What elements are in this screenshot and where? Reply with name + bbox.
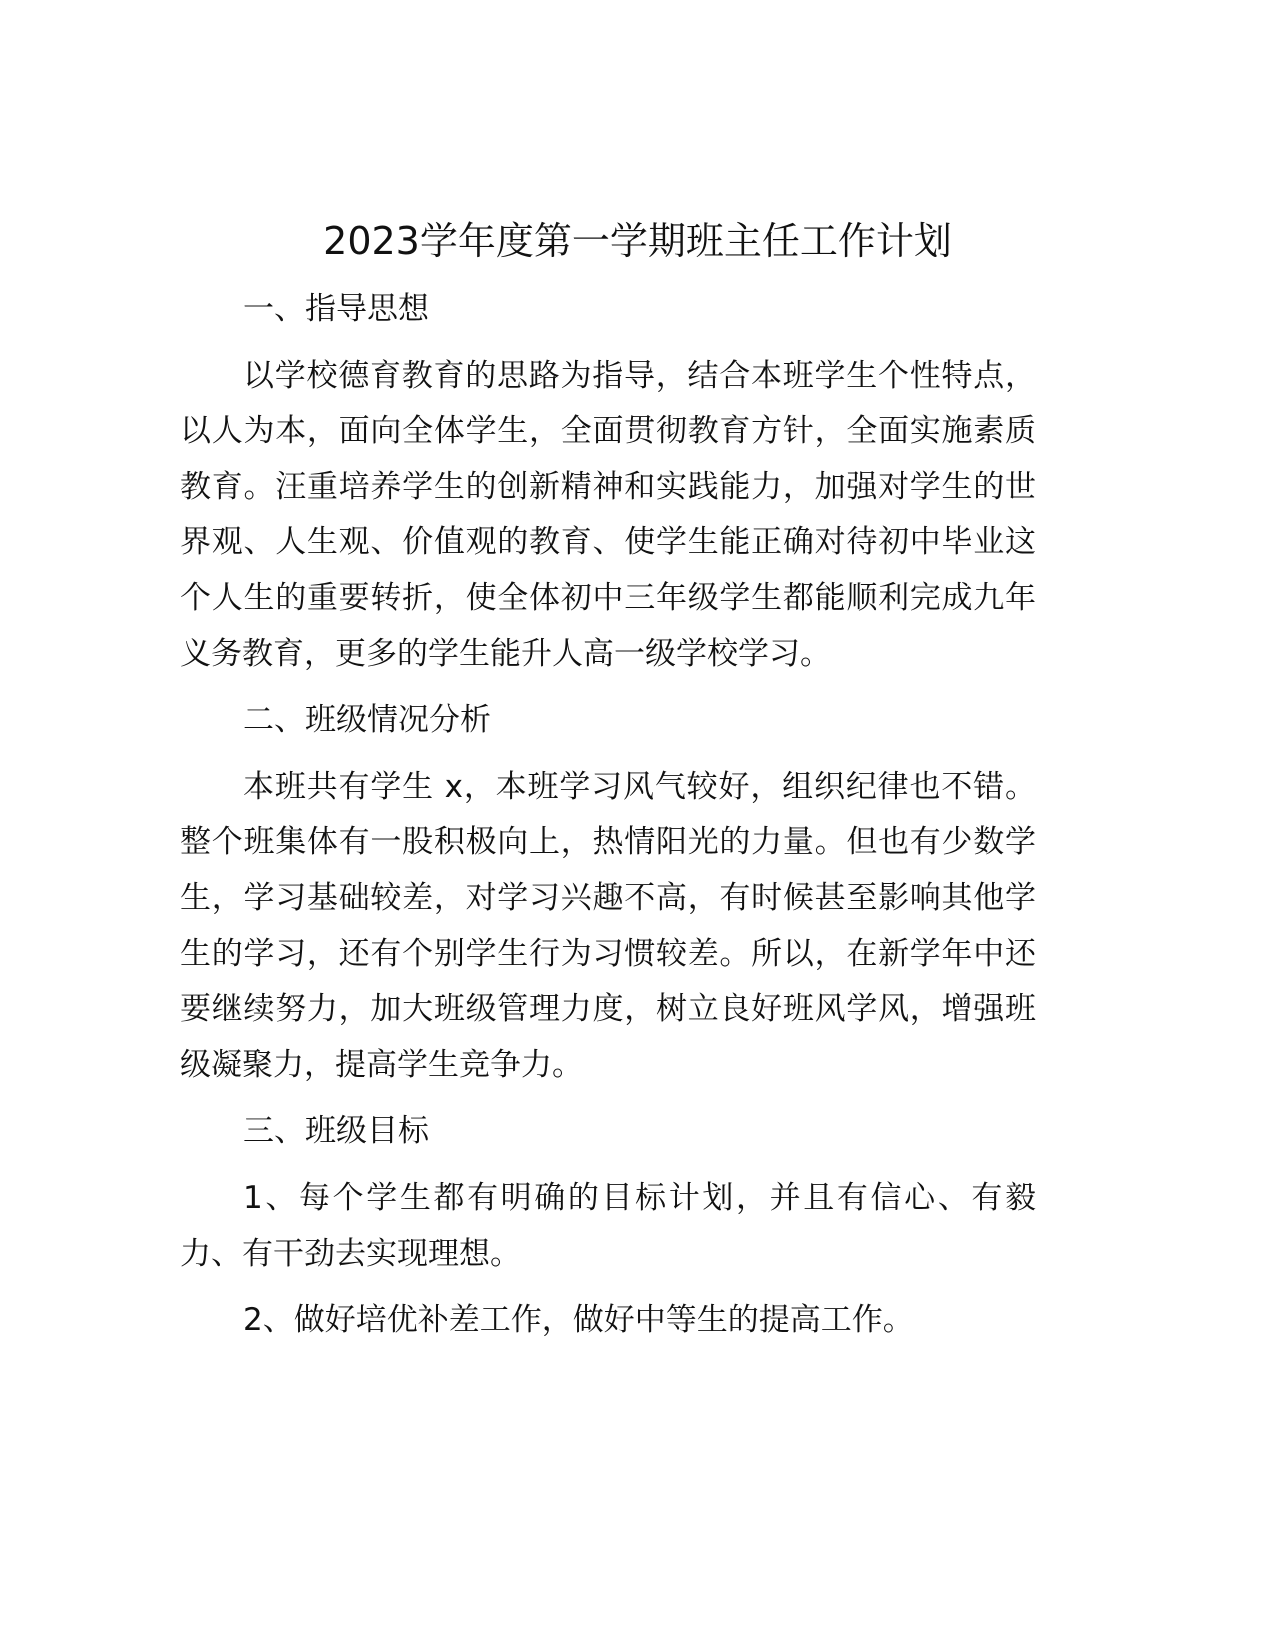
text-line: 教育。汪重培养学生的创新精神和实践能力，加强对学生的世 bbox=[180, 468, 1036, 505]
document-title: 2023学年度第一学期班主任工作计划 bbox=[323, 219, 952, 263]
text-line: 以人为本，面向全体学生，全面贯彻教育方针，全面实施素质 bbox=[180, 413, 1036, 450]
text-line: 力、有干劲去实现理想。 bbox=[180, 1235, 521, 1272]
section-heading bbox=[180, 1104, 1036, 1160]
text-line: 三、班级目标 bbox=[243, 1113, 429, 1150]
text-line: 级凝聚力，提高学生竞争力。 bbox=[180, 1046, 583, 1083]
body-paragraph bbox=[180, 1171, 1036, 1282]
body-paragraph bbox=[180, 349, 1036, 683]
body-paragraph bbox=[180, 760, 1036, 1094]
text-line: 义务教育，更多的学生能升人高一级学校学习。 bbox=[180, 635, 831, 672]
text-line: 二、班级情况分析 bbox=[243, 702, 491, 739]
section-heading bbox=[180, 282, 1036, 338]
text-line: 生，学习基础较差，对学习兴趣不高，有时候甚至影响其他学 bbox=[180, 879, 1036, 916]
text-line: 整个班集体有一股积极向上，热情阳光的力量。但也有少数学 bbox=[180, 824, 1036, 861]
text-line: 要继续努力，加大班级管理力度，树立良好班风学风，增强班 bbox=[180, 991, 1036, 1028]
text-line: 界观、人生观、价值观的教育、使学生能正确对待初中毕业这 bbox=[180, 524, 1036, 561]
text-line: 生的学习，还有个别学生行为习惯较差。所以，在新学年中还 bbox=[180, 935, 1036, 972]
section-heading bbox=[180, 693, 1036, 749]
text-line: 本班共有学生 x，本班学习风气较好，组织纪律也不错。 bbox=[243, 768, 1036, 805]
text-line: 个人生的重要转折，使全体初中三年级学生都能顺利完成九年 bbox=[180, 579, 1036, 616]
text-line: 1、每个学生都有明确的目标计划，并且有信心、有毅 bbox=[243, 1179, 1036, 1216]
text-line: 2、做好培优补差工作，做好中等生的提高工作。 bbox=[243, 1302, 914, 1339]
body-paragraph bbox=[180, 1293, 1036, 1349]
document-body bbox=[180, 282, 1036, 1360]
text-line: 以学校德育教育的思路为指导，结合本班学生个性特点， bbox=[243, 357, 1036, 394]
text-line: 一、指导思想 bbox=[243, 291, 429, 327]
